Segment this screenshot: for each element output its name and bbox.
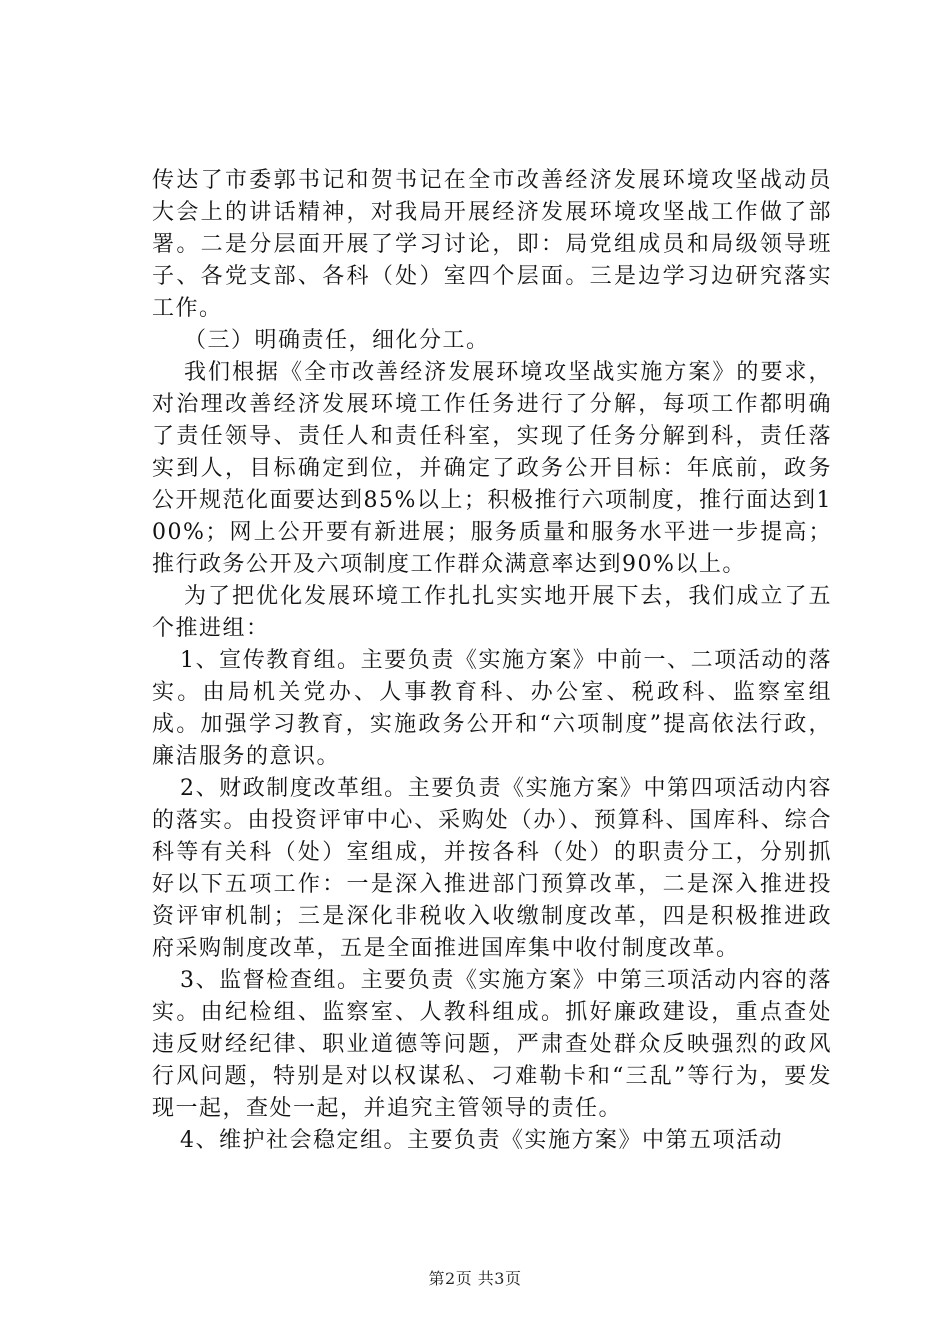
section-heading-3: （三）明确责任，细化分工。 [184, 328, 490, 353]
page-footer: 第2页 共3页 [428, 1269, 522, 1288]
paragraph-task-breakdown: 我们根据《全市改善经济发展环境攻坚战实施方案》的要求，对治理改善经济发展环境工作任务进行了分解，每项工作都明确了责任领导、责任人和责任科室，实现了任务分解到科，责任落实到人，目标确定到位，并确定了政务公开目标：年底前，政务公开规范化面要达到85%以上；积极推行六项制度，推行面达到100%；网上公开要有新进展；服务质量和服务水平进一步提高；推行政务公开及六项制度工作群众满意率达到90%以上。 [152, 360, 832, 577]
paragraph-continuation: 传达了市委郭书记和贺书记在全市改善经济发展环境攻坚战动员大会上的讲话精神，对我局开展经济发展环境攻坚战工作做了部署。二是分层面开展了学习讨论，即：局党组成员和局级领导班子、各党支部、各科（处）室四个层面。三是边学习边研究落实工作。 [152, 168, 832, 321]
document-body [152, 165, 832, 1157]
paragraph-group-2: 2、财政制度改革组。主要负责《实施方案》中第四项活动内容的落实。由投资评审中心、采购处（办）、预算科、国库科、综合科等有关科（处）室组成，并按各科（处）的职责分工，分别抓好以下五项工作：一是深入推进部门预算改革，二是深入推进投资评审机制；三是深化非税收入收缴制度改革，四是积极推进政府采购制度改革，五是全面推进国库集中收付制度改革。 [152, 776, 832, 961]
paragraph-group-1: 1、宣传教育组。主要负责《实施方案》中前一、二项活动的落实。由局机关党办、人事教育科、办公室、税政科、监察室组成。加强学习教育，实施政务公开和“六项制度”提高依法行政，廉洁服务的意识。 [152, 648, 832, 769]
paragraph-group-3: 3、监督检查组。主要负责《实施方案》中第三项活动内容的落实。由纪检组、监察室、人教科组成。抓好廉政建设，重点查处违反财经纪律、职业道德等问题，严肃查处群众反映强烈的政风行风问题，特别是对以权谋私、刁难勒卡和“三乱”等行为，要发现一起，查处一起，并追究主管领导的责任。 [152, 968, 832, 1121]
paragraph-five-groups-intro: 为了把优化发展环境工作扎扎实实地开展下去，我们成立了五个推进组： [152, 584, 832, 641]
paragraph-group-4: 4、维护社会稳定组。主要负责《实施方案》中第五项活动 [180, 1128, 783, 1153]
